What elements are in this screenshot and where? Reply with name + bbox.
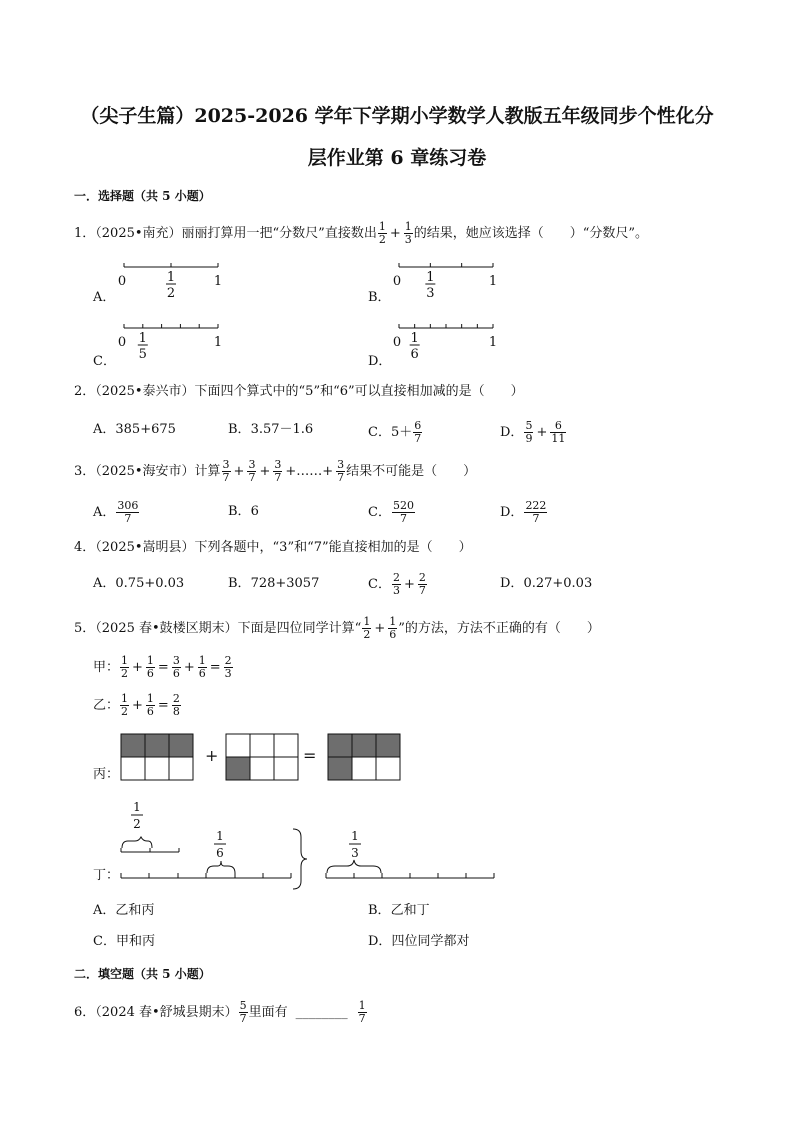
- answer-blank[interactable]: ________: [295, 1005, 348, 1020]
- q5-option-c[interactable]: C．甲和丙: [93, 934, 155, 949]
- svg-text:6: 6: [216, 846, 224, 860]
- fraction: $\frac{3}{7}$: [274, 458, 282, 484]
- bing-equals: =: [303, 746, 317, 765]
- q4-option-c[interactable]: C． $\frac{2}{3}$ + $\frac{2}{7}$: [368, 571, 426, 597]
- q2-option-a[interactable]: A．385+675: [93, 422, 176, 437]
- method-ding-label: 丁：: [93, 868, 120, 883]
- fraction: $\frac{1}{6}$: [198, 654, 206, 680]
- ruler-fraction-denominator: 6: [410, 347, 419, 362]
- fraction: $\frac{2}{7}$: [418, 571, 426, 597]
- ruler-one-label: 1: [488, 274, 498, 289]
- question-3-stem: 3．（2025•海安市）计算 $\frac{3}{7}$ + $\frac{3}{7}$ + $\frac{3}{7}$ +……+ $\frac{3}{7}$ 结果不可能是（ ）: [74, 458, 477, 484]
- fraction: $\frac{520}{7}$: [392, 499, 414, 525]
- q2-option-d[interactable]: D． $\frac{5}{9}$ + $\frac{6}{11}$: [500, 419, 566, 445]
- q4-option-d[interactable]: D．0.27+0.03: [500, 576, 593, 591]
- ruler-one-label: 1: [213, 274, 223, 289]
- q1-option-c[interactable]: C．: [93, 354, 116, 369]
- question-1-prefix: 1．（2025•南充）丽丽打算用一把“分数尺”直接数出: [74, 226, 377, 241]
- q2-option-c[interactable]: C．5＋ $\frac{6}{7}$: [368, 419, 422, 445]
- ruler-fraction-numerator: 1: [410, 331, 419, 346]
- fraction: $\frac{3}{6}$: [172, 654, 180, 680]
- fraction: $\frac{1}{6}$: [146, 654, 154, 680]
- fraction: $\frac{2}{8}$: [172, 692, 180, 718]
- fraction: $\frac{3}{7}$: [337, 458, 345, 484]
- svg-text:1: 1: [351, 829, 359, 843]
- method-yi: 乙： $\frac{1}{2}$ + $\frac{1}{6}$ = $\frac{2}{8}$: [93, 692, 180, 718]
- fraction: $\frac{1}{7}$: [358, 999, 366, 1025]
- ruler-fraction-numerator: 1: [426, 270, 435, 285]
- page-title-line1: （尖子生篇）2025-2026 学年下学期小学数学人教版五年级同步个性化分: [80, 105, 714, 127]
- fraction: $\frac{2}{3}$: [392, 571, 400, 597]
- q1-option-b[interactable]: B．: [368, 290, 391, 305]
- q2-option-b[interactable]: B．3.57－1.6: [228, 422, 314, 437]
- ruler-fraction-denominator: 3: [426, 286, 435, 301]
- bing-plus: +: [205, 746, 219, 765]
- fraction: $\frac{1}{6}$: [389, 615, 397, 641]
- fraction: $\frac{1}{2}$: [121, 692, 129, 718]
- fraction: $\frac{5}{9}$: [525, 419, 533, 445]
- q4-option-b[interactable]: B．728+3057: [228, 576, 320, 591]
- fraction: $\frac{1}{6}$: [146, 692, 154, 718]
- fraction: $\frac{2}{3}$: [224, 654, 232, 680]
- question-1-suffix: 的结果，她应该选择（ ）“分数尺”。: [413, 226, 649, 241]
- fraction: $\frac{1}{3}$: [404, 220, 412, 246]
- question-5-stem: 5．（2025 春•鼓楼区期末）下面是四位同学计算“ $\frac{1}{2}$ + $\frac{1}{6}$ ”的方法，方法不正确的有（ ）: [74, 615, 600, 641]
- fraction: $\frac{3}{7}$: [248, 458, 256, 484]
- fraction: $\frac{306}{7}$: [117, 499, 139, 525]
- ruler-one-label: 1: [213, 335, 223, 350]
- page-title-line2: 层作业第 6 章练习卷: [307, 147, 487, 169]
- q3-option-b[interactable]: B．6: [228, 504, 259, 519]
- fraction: $\frac{222}{7}$: [525, 499, 547, 525]
- svg-text:1: 1: [216, 829, 224, 843]
- q1-option-a[interactable]: A．: [93, 290, 116, 305]
- ruler-fraction-numerator: 1: [138, 331, 147, 346]
- fraction: $\frac{6}{11}$: [551, 419, 566, 445]
- ruler-fraction-numerator: 1: [166, 270, 176, 285]
- fraction: $\frac{3}{7}$: [222, 458, 230, 484]
- svg-text:1: 1: [133, 800, 141, 814]
- q3-option-d[interactable]: D． $\frac{222}{7}$: [500, 499, 547, 525]
- fraction: $\frac{1}{2}$: [121, 654, 129, 680]
- q3-option-c[interactable]: C． $\frac{520}{7}$: [368, 499, 414, 525]
- fraction: $\frac{6}{7}$: [414, 419, 422, 445]
- method-bing-label: 丙：: [93, 767, 120, 782]
- section-heading-choice: 一．选择题（共 5 小题）: [74, 189, 211, 203]
- ruler-fraction-denominator: 5: [138, 347, 147, 362]
- section-heading-fill: 二．填空题（共 5 小题）: [74, 967, 211, 981]
- fraction: $\frac{1}{2}$: [363, 615, 371, 641]
- ruler-fraction-denominator: 2: [166, 286, 176, 301]
- question-1-stem: 1．（2025•南充）丽丽打算用一把“分数尺”直接数出 $\frac{1}{2}$ + $\frac{1}{3}$ 的结果，她应该选择（ ）“分数尺”。: [74, 220, 649, 246]
- q5-option-a[interactable]: A．乙和丙: [93, 903, 155, 918]
- fraction: $\frac{5}{7}$: [239, 999, 247, 1025]
- ruler-zero-label: 0: [117, 335, 127, 350]
- ruler-one-label: 1: [488, 335, 498, 350]
- question-2-stem: 2．（2025•泰兴市）下面四个算式中的“5”和“6”可以直接相加减的是（ ）: [74, 384, 524, 399]
- svg-text:3: 3: [351, 846, 359, 860]
- fraction: $\frac{1}{2}$: [378, 220, 386, 246]
- ruler-zero-label: 0: [392, 274, 402, 289]
- q5-option-d[interactable]: D．四位同学都对: [368, 934, 470, 949]
- q1-option-d[interactable]: D．: [368, 354, 392, 369]
- question-6-stem: 6．（2024 春•舒城县期末） $\frac{5}{7}$ 里面有 ________ $\frac{1}{7}$: [74, 999, 366, 1025]
- q5-option-b[interactable]: B．乙和丁: [368, 903, 430, 918]
- question-4-stem: 4．（2025•嵩明县）下列各题中，“3”和“7”能直接相加的是（ ）: [74, 540, 472, 555]
- ruler-zero-label: 0: [117, 274, 127, 289]
- svg-text:2: 2: [133, 817, 141, 831]
- q4-option-a[interactable]: A．0.75+0.03: [93, 576, 185, 591]
- q3-option-a[interactable]: A． $\frac{306}{7}$: [93, 499, 139, 525]
- ruler-zero-label: 0: [392, 335, 402, 350]
- method-jia: 甲： $\frac{1}{2}$ + $\frac{1}{6}$ = $\frac{3}{6}$ + $\frac{1}{6}$ = $\frac{2}{3}$: [93, 654, 232, 680]
